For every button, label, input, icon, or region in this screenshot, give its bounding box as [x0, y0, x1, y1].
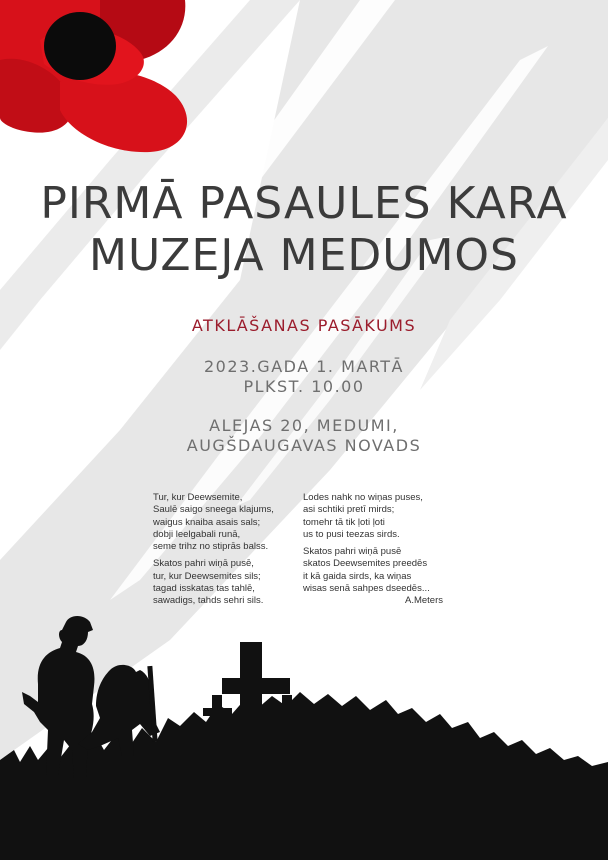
poem-stanza	[153, 492, 301, 553]
page-title	[0, 178, 608, 282]
poem-line: Skatos pahri wiņā pusē	[303, 546, 402, 558]
poem-left-column	[153, 492, 301, 613]
poem-line: Tur, kur Deewsemite,	[153, 492, 243, 503]
event-date	[0, 357, 608, 397]
poem-line: seme trihz no stiprās balss.	[153, 541, 269, 553]
poem-line: Lodes nahk no wiņas puses,	[303, 492, 423, 503]
event-date-line: 2023.GADA 1. MARTĀ	[204, 357, 404, 376]
poem-line: Saulē saigo sneega klajums,	[153, 504, 274, 516]
poem-line: Skatos pahri wiņā pusē,	[153, 558, 254, 570]
poem-line: wisas senā sahpes dseedēs...	[303, 583, 430, 595]
poem-line: waigus knaiba asais sals;	[153, 516, 261, 528]
event-subtitle: ATKLĀŠANAS PASĀKUMS	[191, 316, 417, 335]
soldiers-and-crosses-silhouette	[0, 600, 608, 860]
poem-line: skatos Deewsemites preedēs	[303, 558, 428, 570]
poem-author: A.Meters	[404, 595, 443, 607]
poem-line: tomehr tā tik ļoti ļoti	[303, 516, 385, 528]
event-address	[0, 416, 608, 456]
poem-right-column	[303, 492, 443, 613]
poem-line: it kā gaida sirds, ka wiņas	[303, 570, 412, 582]
poem-line: sawadigs, tahds sehri sils.	[153, 595, 264, 607]
title-line-1: PIRMĀ PASAULES KARA	[40, 178, 568, 229]
event-time-line: PLKST. 10.00	[243, 377, 365, 396]
poem-line: tagad isskatas tas tahlē,	[153, 583, 255, 595]
poem-line: dobji leelgabali runā,	[153, 528, 241, 540]
poem-stanza	[303, 492, 443, 541]
poem-line: tur, kur Deewsemites sils;	[153, 570, 261, 582]
address-line-1: ALEJAS 20, MEDUMI,	[209, 416, 399, 435]
poem-stanza	[303, 546, 443, 607]
address-line-2: AUGŠDAUGAVAS NOVADS	[186, 436, 422, 455]
poppy-flower-icon	[0, 0, 187, 152]
title-line-2: MUZEJA MEDUMOS	[88, 230, 519, 281]
poem-line: us to pusi teezas sirds.	[303, 528, 400, 540]
poem-line: asi schtiki pretī mirds;	[303, 504, 395, 516]
